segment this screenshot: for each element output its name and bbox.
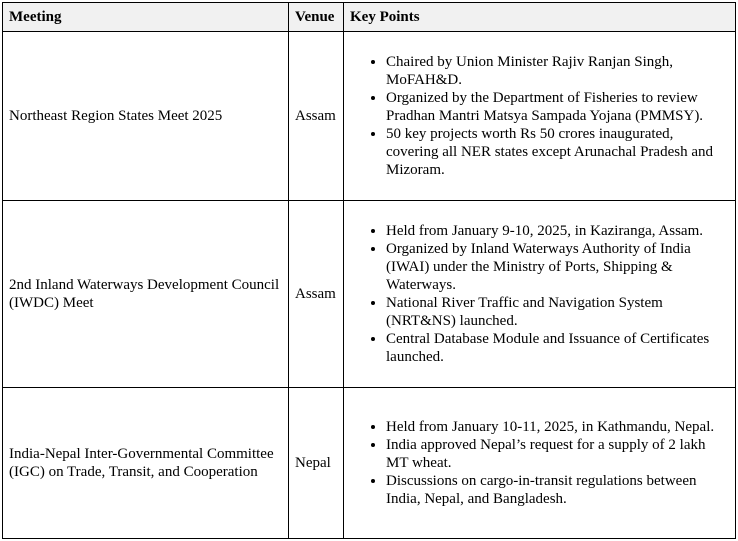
table-row bbox=[3, 388, 736, 539]
meeting-cell: Northeast Region States Meet 2025 bbox=[3, 32, 289, 201]
meeting-cell: India-Nepal Inter-Governmental Committee (IGC) on Trade, Transit, and Cooperation bbox=[3, 388, 289, 539]
meetings-table bbox=[2, 2, 736, 539]
list-item: • Central Database Module and Issuance of Certificates launched. bbox=[386, 330, 729, 366]
venue-cell: Assam bbox=[289, 32, 344, 201]
list-item: • 50 key projects worth Rs 50 crores inaugurated, covering all NER states except Arunachal Pradesh and Mizoram. bbox=[386, 125, 729, 179]
key-points-list bbox=[350, 418, 729, 508]
venue-cell: Nepal bbox=[289, 388, 344, 539]
list-item: • Organized by the Department of Fisheries to review Pradhan Mantri Matsya Sampada Yojana (PMMSY). bbox=[386, 89, 729, 125]
list-item: • National River Traffic and Navigation System (NRT&NS) launched. bbox=[386, 294, 729, 330]
header-key-points: Key Points bbox=[344, 3, 736, 32]
meeting-cell: 2nd Inland Waterways Development Council (IWDC) Meet bbox=[3, 201, 289, 388]
key-points-list bbox=[350, 222, 729, 366]
venue-cell: Assam bbox=[289, 201, 344, 388]
key-points-cell bbox=[344, 201, 736, 388]
table-row bbox=[3, 201, 736, 388]
list-item: • India approved Nepal’s request for a supply of 2 lakh MT wheat. bbox=[386, 436, 729, 472]
list-item: • Held from January 9-10, 2025, in Kaziranga, Assam. bbox=[386, 222, 729, 240]
list-item: • Discussions on cargo-in-transit regulations between India, Nepal, and Bangladesh. bbox=[386, 472, 729, 508]
list-item: • Chaired by Union Minister Rajiv Ranjan Singh, MoFAH&D. bbox=[386, 53, 729, 89]
table-row bbox=[3, 32, 736, 201]
key-points-list bbox=[350, 53, 729, 179]
list-item: • Organized by Inland Waterways Authority of India (IWAI) under the Ministry of Ports, Shipping & Waterways. bbox=[386, 240, 729, 294]
header-row bbox=[3, 3, 736, 32]
key-points-cell bbox=[344, 32, 736, 201]
key-points-cell bbox=[344, 388, 736, 539]
list-item: • Held from January 10-11, 2025, in Kathmandu, Nepal. bbox=[386, 418, 729, 436]
header-meeting: Meeting bbox=[3, 3, 289, 32]
header-venue: Venue bbox=[289, 3, 344, 32]
